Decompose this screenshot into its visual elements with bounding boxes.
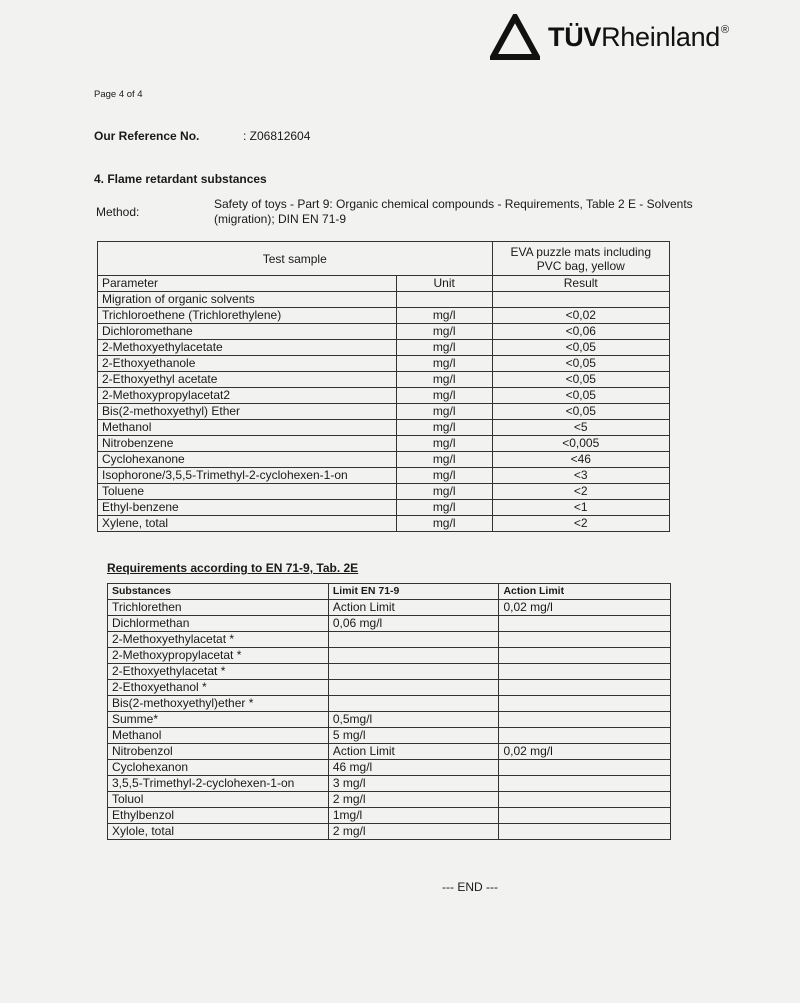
- parameter-cell: Ethyl-benzene: [98, 500, 397, 516]
- table-row: [98, 404, 670, 420]
- substance-cell: 3,5,5-Trimethyl-2-cyclohexen-1-on: [108, 776, 329, 792]
- action-limit-cell: [499, 632, 671, 648]
- unit-cell: mg/l: [396, 468, 492, 484]
- unit-cell: mg/l: [396, 308, 492, 324]
- parameter-cell: Xylene, total: [98, 516, 397, 532]
- table-row: [108, 600, 671, 616]
- limit-cell: 2 mg/l: [328, 792, 499, 808]
- parameter-cell: Isophorone/3,5,5-Trimethyl-2-cyclohexen-1-on: [98, 468, 397, 484]
- parameter-cell: 2-Methoxyethylacetate: [98, 340, 397, 356]
- unit-cell: mg/l: [396, 388, 492, 404]
- parameter-cell: Bis(2-methoxyethyl) Ether: [98, 404, 397, 420]
- result-cell: <0,05: [492, 372, 669, 388]
- table-row: [108, 728, 671, 744]
- table-row: [108, 760, 671, 776]
- unit-cell: mg/l: [396, 404, 492, 420]
- action-limit-cell: [499, 648, 671, 664]
- limit-cell: [328, 696, 499, 712]
- col-result: Result: [492, 276, 669, 292]
- table-row: [98, 436, 670, 452]
- triangle-logo-icon: [490, 14, 540, 60]
- substance-cell: Bis(2-methoxyethyl)ether *: [108, 696, 329, 712]
- limit-cell: [328, 648, 499, 664]
- reference-line: [94, 129, 310, 143]
- limit-cell: Action Limit: [328, 600, 499, 616]
- parameter-cell: Dichloromethane: [98, 324, 397, 340]
- results-column-row: [98, 276, 670, 292]
- result-cell: <1: [492, 500, 669, 516]
- group-label: Migration of organic solvents: [98, 292, 397, 308]
- action-limit-cell: [499, 792, 671, 808]
- results-header-row: [98, 242, 670, 276]
- limit-cell: Action Limit: [328, 744, 499, 760]
- parameter-cell: Cyclohexanone: [98, 452, 397, 468]
- parameter-cell: Trichloroethene (Trichlorethylene): [98, 308, 397, 324]
- substance-cell: Toluol: [108, 792, 329, 808]
- substance-cell: Methanol: [108, 728, 329, 744]
- limit-cell: 5 mg/l: [328, 728, 499, 744]
- col-unit: Unit: [396, 276, 492, 292]
- method-text: Safety of toys - Part 9: Organic chemical compounds - Requirements, Table 2 E - Solvents (migration); DIN EN 71-9: [214, 197, 693, 226]
- logo-text: TÜVRheinland®: [548, 21, 729, 52]
- limit-cell: 2 mg/l: [328, 824, 499, 840]
- requirements-header-row: [108, 584, 671, 600]
- unit-cell: mg/l: [396, 340, 492, 356]
- table-row: [108, 712, 671, 728]
- result-cell: <0,05: [492, 388, 669, 404]
- action-limit-cell: [499, 776, 671, 792]
- parameter-cell: Methanol: [98, 420, 397, 436]
- result-cell: <0,05: [492, 356, 669, 372]
- limit-cell: [328, 664, 499, 680]
- parameter-cell: 2-Ethoxyethanole: [98, 356, 397, 372]
- tuv-rheinland-logo: [490, 14, 729, 60]
- result-cell: <0,06: [492, 324, 669, 340]
- substance-cell: 2-Methoxypropylacetat *: [108, 648, 329, 664]
- section-title: 4. Flame retardant substances: [94, 172, 267, 186]
- unit-cell: mg/l: [396, 452, 492, 468]
- substance-cell: 2-Ethoxyethanol *: [108, 680, 329, 696]
- limit-cell: [328, 632, 499, 648]
- result-cell: <46: [492, 452, 669, 468]
- result-cell: <5: [492, 420, 669, 436]
- result-cell: <2: [492, 484, 669, 500]
- substance-cell: 2-Ethoxyethylacetat *: [108, 664, 329, 680]
- end-marker: --- END ---: [442, 880, 498, 894]
- limit-cell: 0,5mg/l: [328, 712, 499, 728]
- action-limit-cell: [499, 808, 671, 824]
- action-limit-cell: [499, 616, 671, 632]
- table-row: [98, 468, 670, 484]
- substance-cell: Cyclohexanon: [108, 760, 329, 776]
- col-action-limit: Action Limit: [499, 584, 671, 600]
- results-group-row: [98, 292, 670, 308]
- substance-cell: Trichlorethen: [108, 600, 329, 616]
- limit-cell: [328, 680, 499, 696]
- requirements-title: Requirements according to EN 71-9, Tab. 2E: [107, 561, 359, 575]
- substance-cell: Xylole, total: [108, 824, 329, 840]
- parameter-cell: Toluene: [98, 484, 397, 500]
- action-limit-cell: [499, 696, 671, 712]
- table-row: [98, 340, 670, 356]
- method-label: Method:: [96, 205, 140, 219]
- limit-cell: 3 mg/l: [328, 776, 499, 792]
- result-cell: <0,02: [492, 308, 669, 324]
- result-cell: <0,05: [492, 340, 669, 356]
- table-row: [98, 356, 670, 372]
- table-row: [108, 808, 671, 824]
- test-sample-label: Test sample: [98, 242, 493, 276]
- unit-cell: mg/l: [396, 356, 492, 372]
- substance-cell: 2-Methoxyethylacetat *: [108, 632, 329, 648]
- substance-cell: Ethylbenzol: [108, 808, 329, 824]
- parameter-cell: 2-Ethoxyethyl acetate: [98, 372, 397, 388]
- col-parameter: Parameter: [98, 276, 397, 292]
- table-row: [98, 452, 670, 468]
- action-limit-cell: [499, 680, 671, 696]
- action-limit-cell: [499, 728, 671, 744]
- col-substances: Substances: [108, 584, 329, 600]
- table-row: [98, 516, 670, 532]
- unit-cell: mg/l: [396, 436, 492, 452]
- limit-cell: 46 mg/l: [328, 760, 499, 776]
- result-cell: <0,005: [492, 436, 669, 452]
- table-row: [108, 744, 671, 760]
- substance-cell: Summe*: [108, 712, 329, 728]
- col-limit: Limit EN 71-9: [328, 584, 499, 600]
- requirements-table: [107, 583, 671, 840]
- action-limit-cell: [499, 664, 671, 680]
- reference-label: Our Reference No.: [94, 129, 200, 143]
- table-row: [98, 324, 670, 340]
- result-cell: <3: [492, 468, 669, 484]
- reference-value: : Z06812604: [243, 129, 311, 143]
- unit-cell: mg/l: [396, 324, 492, 340]
- table-row: [108, 648, 671, 664]
- parameter-cell: Nitrobenzene: [98, 436, 397, 452]
- action-limit-cell: [499, 760, 671, 776]
- page-number: Page 4 of 4: [94, 89, 143, 100]
- table-row: [108, 792, 671, 808]
- table-row: [98, 484, 670, 500]
- unit-cell: mg/l: [396, 484, 492, 500]
- table-row: [98, 420, 670, 436]
- results-table: [97, 241, 670, 532]
- action-limit-cell: [499, 712, 671, 728]
- table-row: [108, 632, 671, 648]
- table-row: [108, 664, 671, 680]
- sample-name: EVA puzzle mats including PVC bag, yellow: [492, 242, 669, 276]
- substance-cell: Nitrobenzol: [108, 744, 329, 760]
- unit-cell: mg/l: [396, 420, 492, 436]
- result-cell: <0,05: [492, 404, 669, 420]
- action-limit-cell: 0,02 mg/l: [499, 744, 671, 760]
- parameter-cell: 2-Methoxypropylacetat2: [98, 388, 397, 404]
- table-row: [108, 824, 671, 840]
- limit-cell: 1mg/l: [328, 808, 499, 824]
- unit-cell: mg/l: [396, 372, 492, 388]
- result-cell: <2: [492, 516, 669, 532]
- table-row: [98, 500, 670, 516]
- action-limit-cell: 0,02 mg/l: [499, 600, 671, 616]
- table-row: [108, 616, 671, 632]
- table-row: [98, 372, 670, 388]
- table-row: [98, 388, 670, 404]
- table-row: [98, 308, 670, 324]
- action-limit-cell: [499, 824, 671, 840]
- limit-cell: 0,06 mg/l: [328, 616, 499, 632]
- table-row: [108, 696, 671, 712]
- substance-cell: Dichlormethan: [108, 616, 329, 632]
- unit-cell: mg/l: [396, 500, 492, 516]
- table-row: [108, 776, 671, 792]
- unit-cell: mg/l: [396, 516, 492, 532]
- table-row: [108, 680, 671, 696]
